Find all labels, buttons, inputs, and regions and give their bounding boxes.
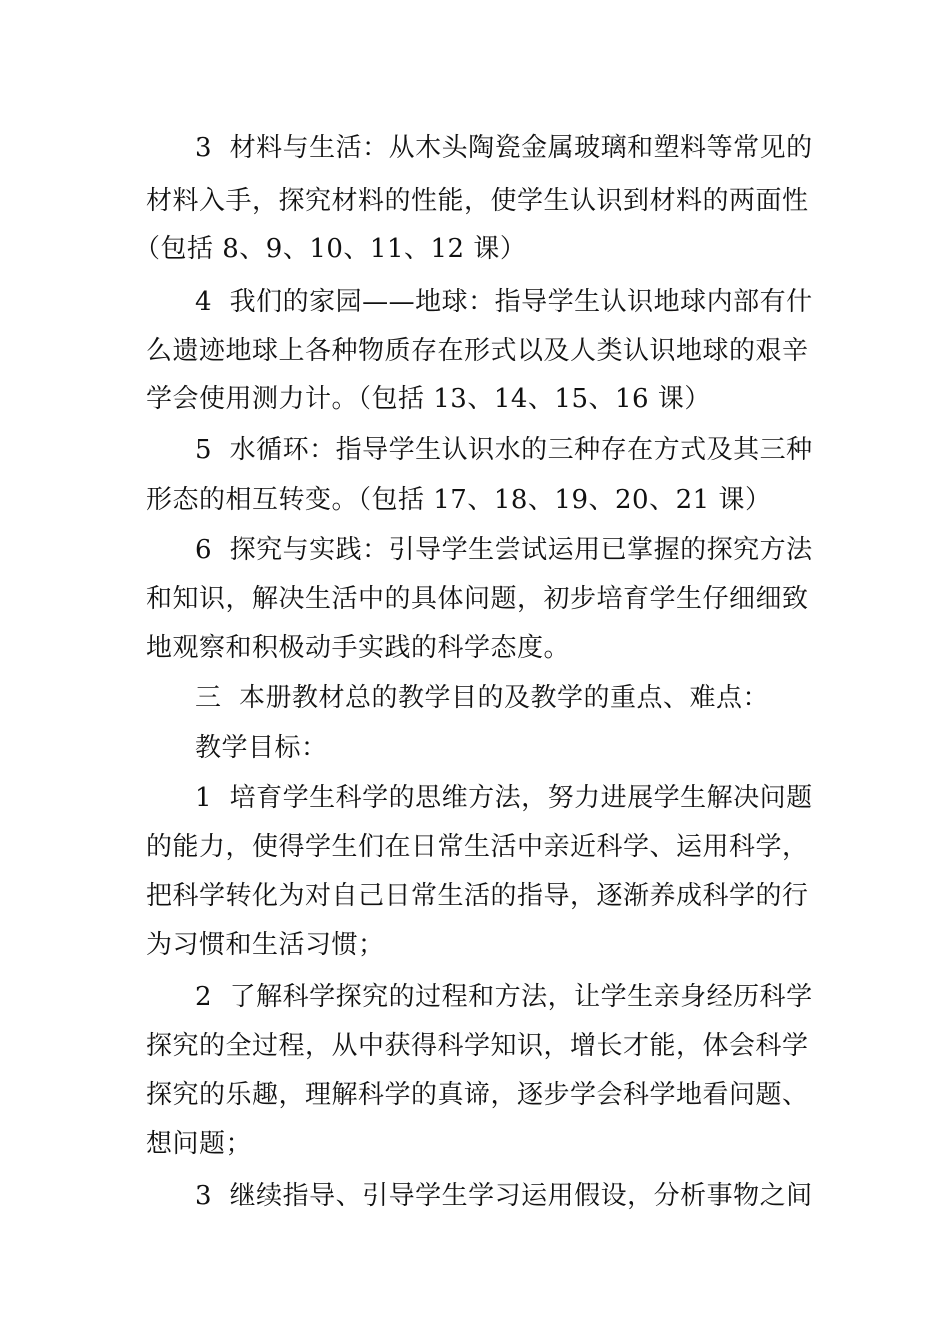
text-line: 为习惯和生活习惯； [146,930,385,960]
text-line: 和知识，解决生活中的具体问题，初步培育学生仔细细致 [146,584,809,614]
text-line: 5 水循环：指导学生认识水的三种存在方式及其三种 [195,435,813,465]
text-line: 形态的相互转变。（包括 17、18、19、20、21 课） [146,485,772,515]
text-line: 4 我们的家园——地球：指导学生认识地球内部有什 [195,287,813,317]
subheading: 教学目标： [195,733,328,763]
text-line: 学会使用测力计。（包括 13、14、15、16 课） [146,384,711,414]
text-line: 想问题； [146,1129,253,1159]
text-line: （包括 8、9、10、11、12 课） [134,234,527,264]
text-line: 3 材料与生活：从木头陶瓷金属玻璃和塑料等常见的 [195,133,813,163]
text-line: 探究的乐趣，理解科学的真谛，逐步学会科学地看问题、 [146,1080,809,1110]
text-line: 6 探究与实践：引导学生尝试运用已掌握的探究方法 [195,535,813,565]
text-line: 1 培育学生科学的思维方法，努力进展学生解决问题 [195,783,813,813]
section-heading: 三 本册教材总的教学目的及教学的重点、难点： [195,683,770,713]
text-line: 的能力，使得学生们在日常生活中亲近科学、运用科学， [146,832,809,862]
text-line: 探究的全过程，从中获得科学知识，增长才能，体会科学 [146,1031,809,1061]
text-line: 地观察和积极动手实践的科学态度。 [146,633,571,663]
text-line: 2 了解科学探究的过程和方法，让学生亲身经历科学 [195,982,813,1012]
text-line: 把科学转化为对自己日常生活的指导，逐渐养成科学的行 [146,881,809,911]
text-line: 材料入手，探究材料的性能，使学生认识到材料的两面性 [146,186,809,216]
text-line: 么遗迹地球上各种物质存在形式以及人类认识地球的艰辛 [146,336,809,366]
text-line: 3 继续指导、引导学生学习运用假设，分析事物之间 [195,1181,813,1211]
